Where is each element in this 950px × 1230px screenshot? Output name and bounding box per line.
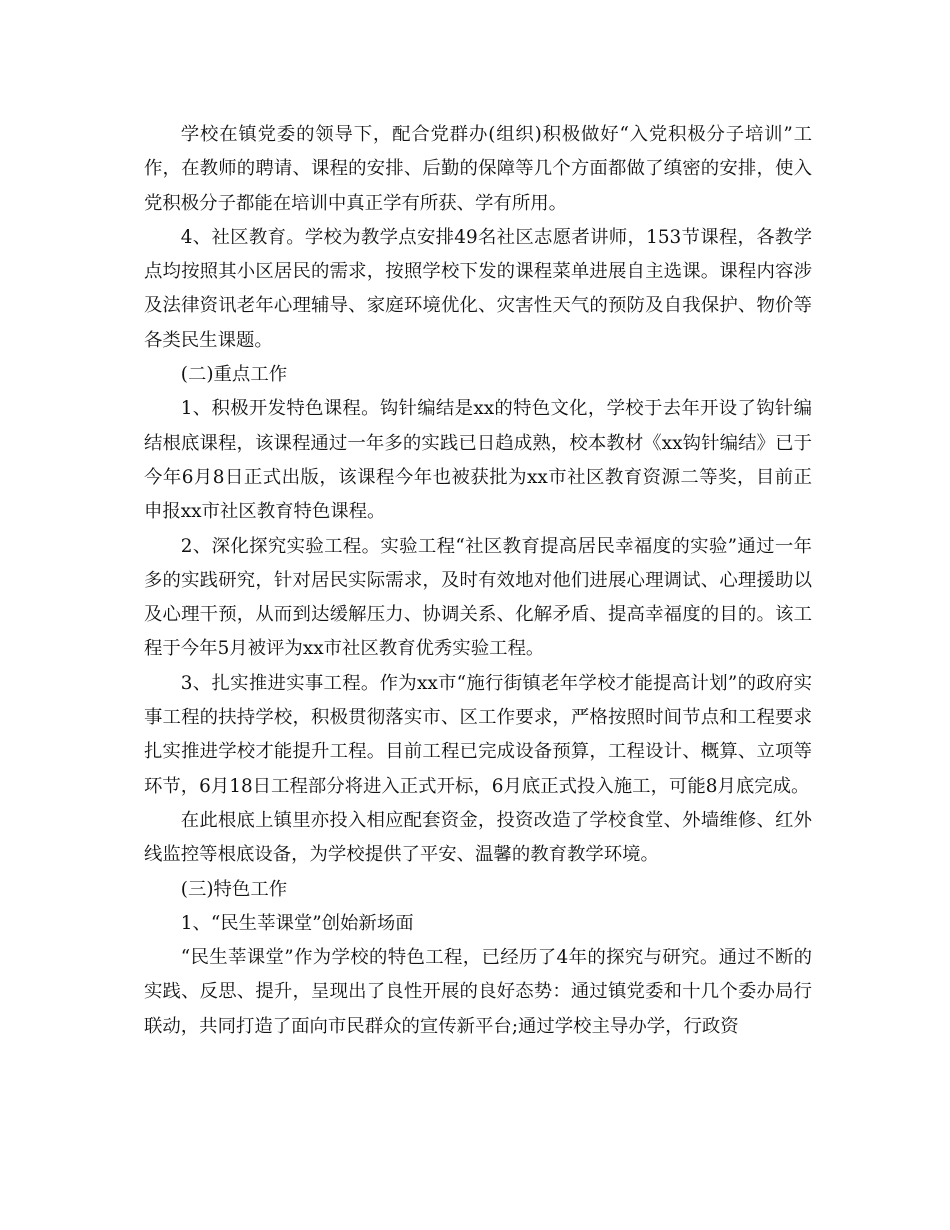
paragraph-practical-project: 3、扎实推进实事工程。作为xx市“施行街镇老年学校才能提高计划”的政府实事工程的扶持学校，积极贯彻落实市、区工作要求，严格按照时间节点和工程要求扎实推进学校才能提升工程。目前工程已完成设备预算，工程设计、概算、立项等环节，6月18日工程部分将进入正式开标，6月底正式投入施工，可能8月底完成。 <box>144 672 812 797</box>
paragraph-minsheng-classroom: “民生莘课堂”作为学校的特色工程，已经历了4年的探究与研究。通过不断的实践、反思、提升，呈现出了良性开展的良好态势：通过镇党委和十几个委办局行联动，共同打造了面向市民群众的宣传新平台;通过学校主导办学，行政资 <box>144 947 812 1037</box>
section-heading-featured-work: (三)特色工作 <box>180 878 288 900</box>
paragraph-supporting-funds: 在此根底上镇里亦投入相应配套资金，投资改造了学校食堂、外墙维修、红外线监控等根底设备，为学校提供了平安、温馨的教育教学环境。 <box>144 809 812 866</box>
paragraph-party-training: 学校在镇党委的领导下，配合党群办(组织)积极做好“入党积极分子培训”工作，在教师的聘请、课程的安排、后勤的保障等几个方面都做了缜密的安排，使入党积极分子都能在培训中真正学有所获、学有所用。 <box>144 124 812 214</box>
section-heading-key-work: (二)重点工作 <box>180 364 288 386</box>
paragraph-community-education: 4、社区教育。学校为教学点安排49名社区志愿者讲师，153节课程，各教学点均按照其小区居民的需求，按照学校下发的课程菜单进展自主选课。课程内容涉及法律资讯老年心理辅导、家庭环境优化、灾害性天气的预防及自我保护、物价等各类民生课题。 <box>144 226 812 351</box>
paragraph-experimental-project: 2、深化探究实验工程。实验工程“社区教育提高居民幸福度的实验”通过一年多的实践研究，针对居民实际需求，及时有效地对他们进展心理调试、心理援助以及心理干预，从而到达缓解压力、协调关系、化解矛盾、提高幸福度的目的。该工程于今年5月被评为xx市社区教育优秀实验工程。 <box>144 535 812 660</box>
subheading-minsheng-classroom: 1、“民生莘课堂”创始新场面 <box>180 912 414 934</box>
document-body <box>144 118 812 1044</box>
paragraph-featured-courses: 1、积极开发特色课程。钩针编结是xx的特色文化，学校于去年开设了钩针编结根底课程，该课程通过一年多的实践已日趋成熟，校本教材《xx钩针编结》已于今年6月8日正式出版，该课程今年也被获批为xx市社区教育资源二等奖，目前正申报xx市社区教育特色课程。 <box>144 398 812 523</box>
